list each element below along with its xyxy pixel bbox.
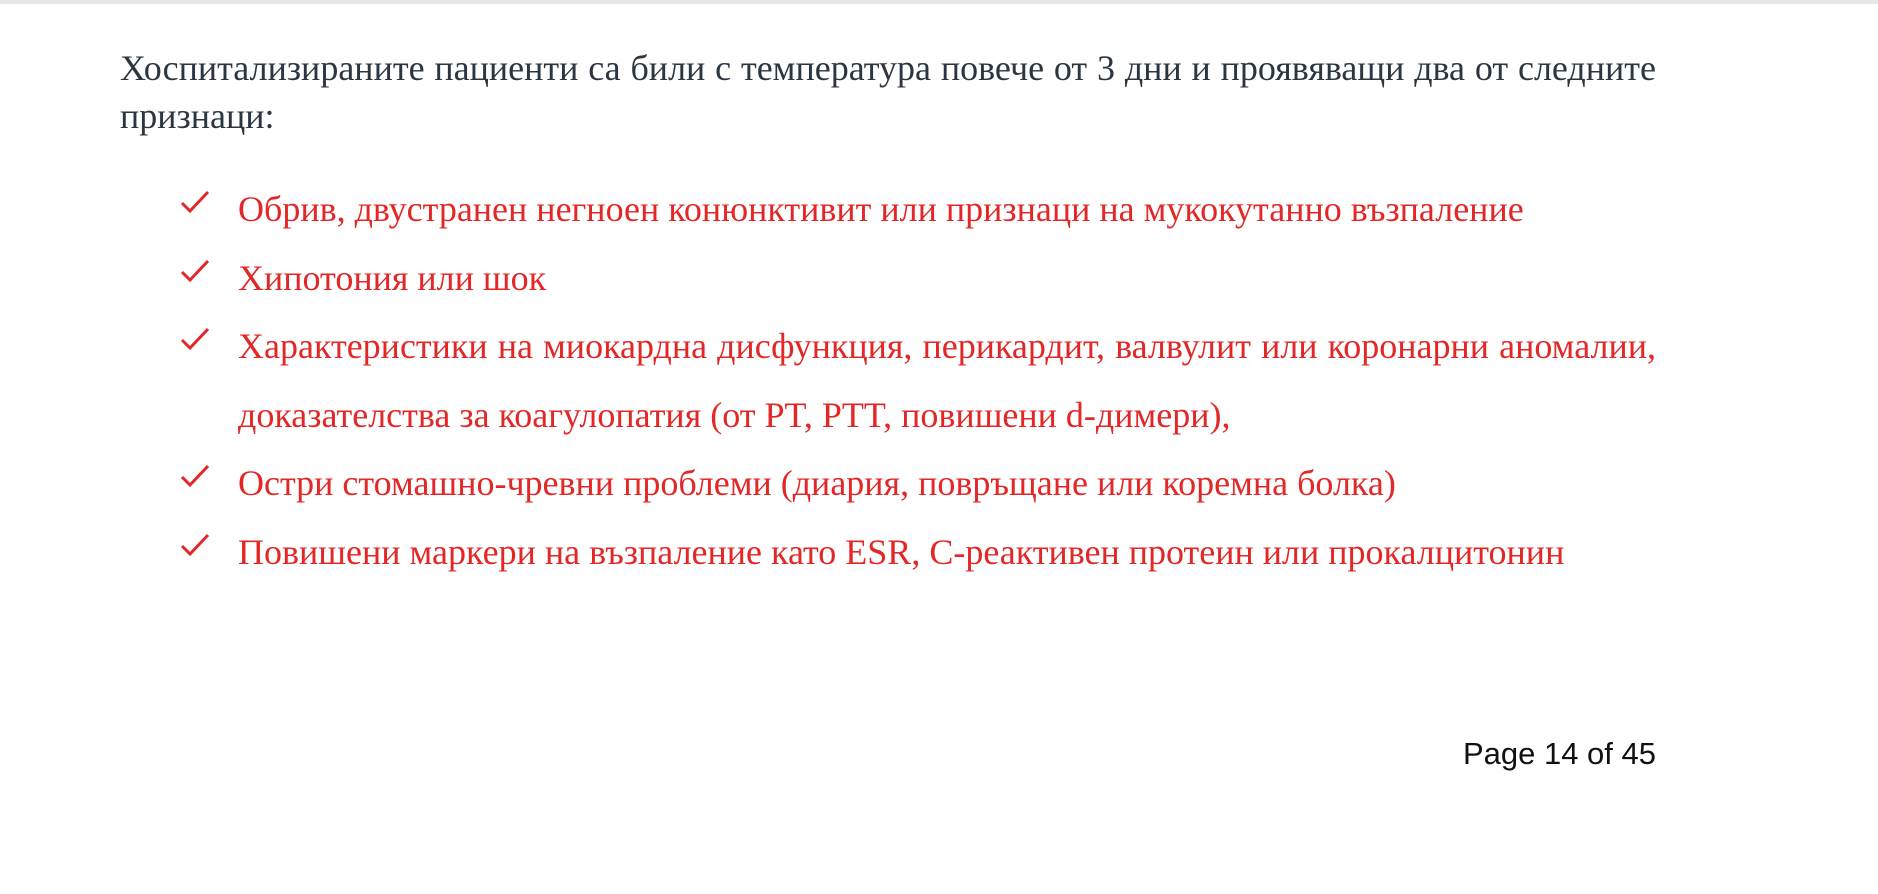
criteria-text: Остри стомашно-чревни проблеми (диария, повръщане или коремна болка) bbox=[238, 463, 1396, 503]
criteria-text: Характеристики на миокардна дисфункция, перикардит, валвулит или коронарни аномалии, доказателства за коагулопатия (от PT, PTT, повишени d-димери), bbox=[238, 326, 1656, 435]
checkmark-icon bbox=[180, 244, 220, 313]
list-item bbox=[120, 312, 1656, 449]
criteria-text: Повишени маркери на възпаление като ESR, C-реактивен протеин или прокалцитонин bbox=[238, 531, 1565, 572]
checkmark-icon bbox=[180, 449, 220, 518]
intro-paragraph: Хоспитализираните пациенти са били с температура повече от 3 дни и проявяващи два от следните признаци: bbox=[120, 48, 1656, 136]
list-item bbox=[120, 518, 1656, 587]
list-item bbox=[120, 449, 1656, 518]
criteria-text: Обрив, двустранен негноен конюнктивит или признаци на мукокутанно възпаление bbox=[238, 189, 1524, 229]
criteria-list bbox=[120, 175, 1656, 586]
document-page bbox=[120, 0, 1656, 894]
page-number: Page 14 of 45 bbox=[1462, 736, 1656, 771]
checkmark-icon bbox=[180, 518, 220, 587]
checkmark-icon bbox=[180, 312, 220, 381]
criteria-text: Хипотония или шок bbox=[238, 257, 547, 298]
list-item bbox=[120, 175, 1656, 244]
checkmark-icon bbox=[180, 175, 220, 244]
list-item bbox=[120, 244, 1656, 313]
